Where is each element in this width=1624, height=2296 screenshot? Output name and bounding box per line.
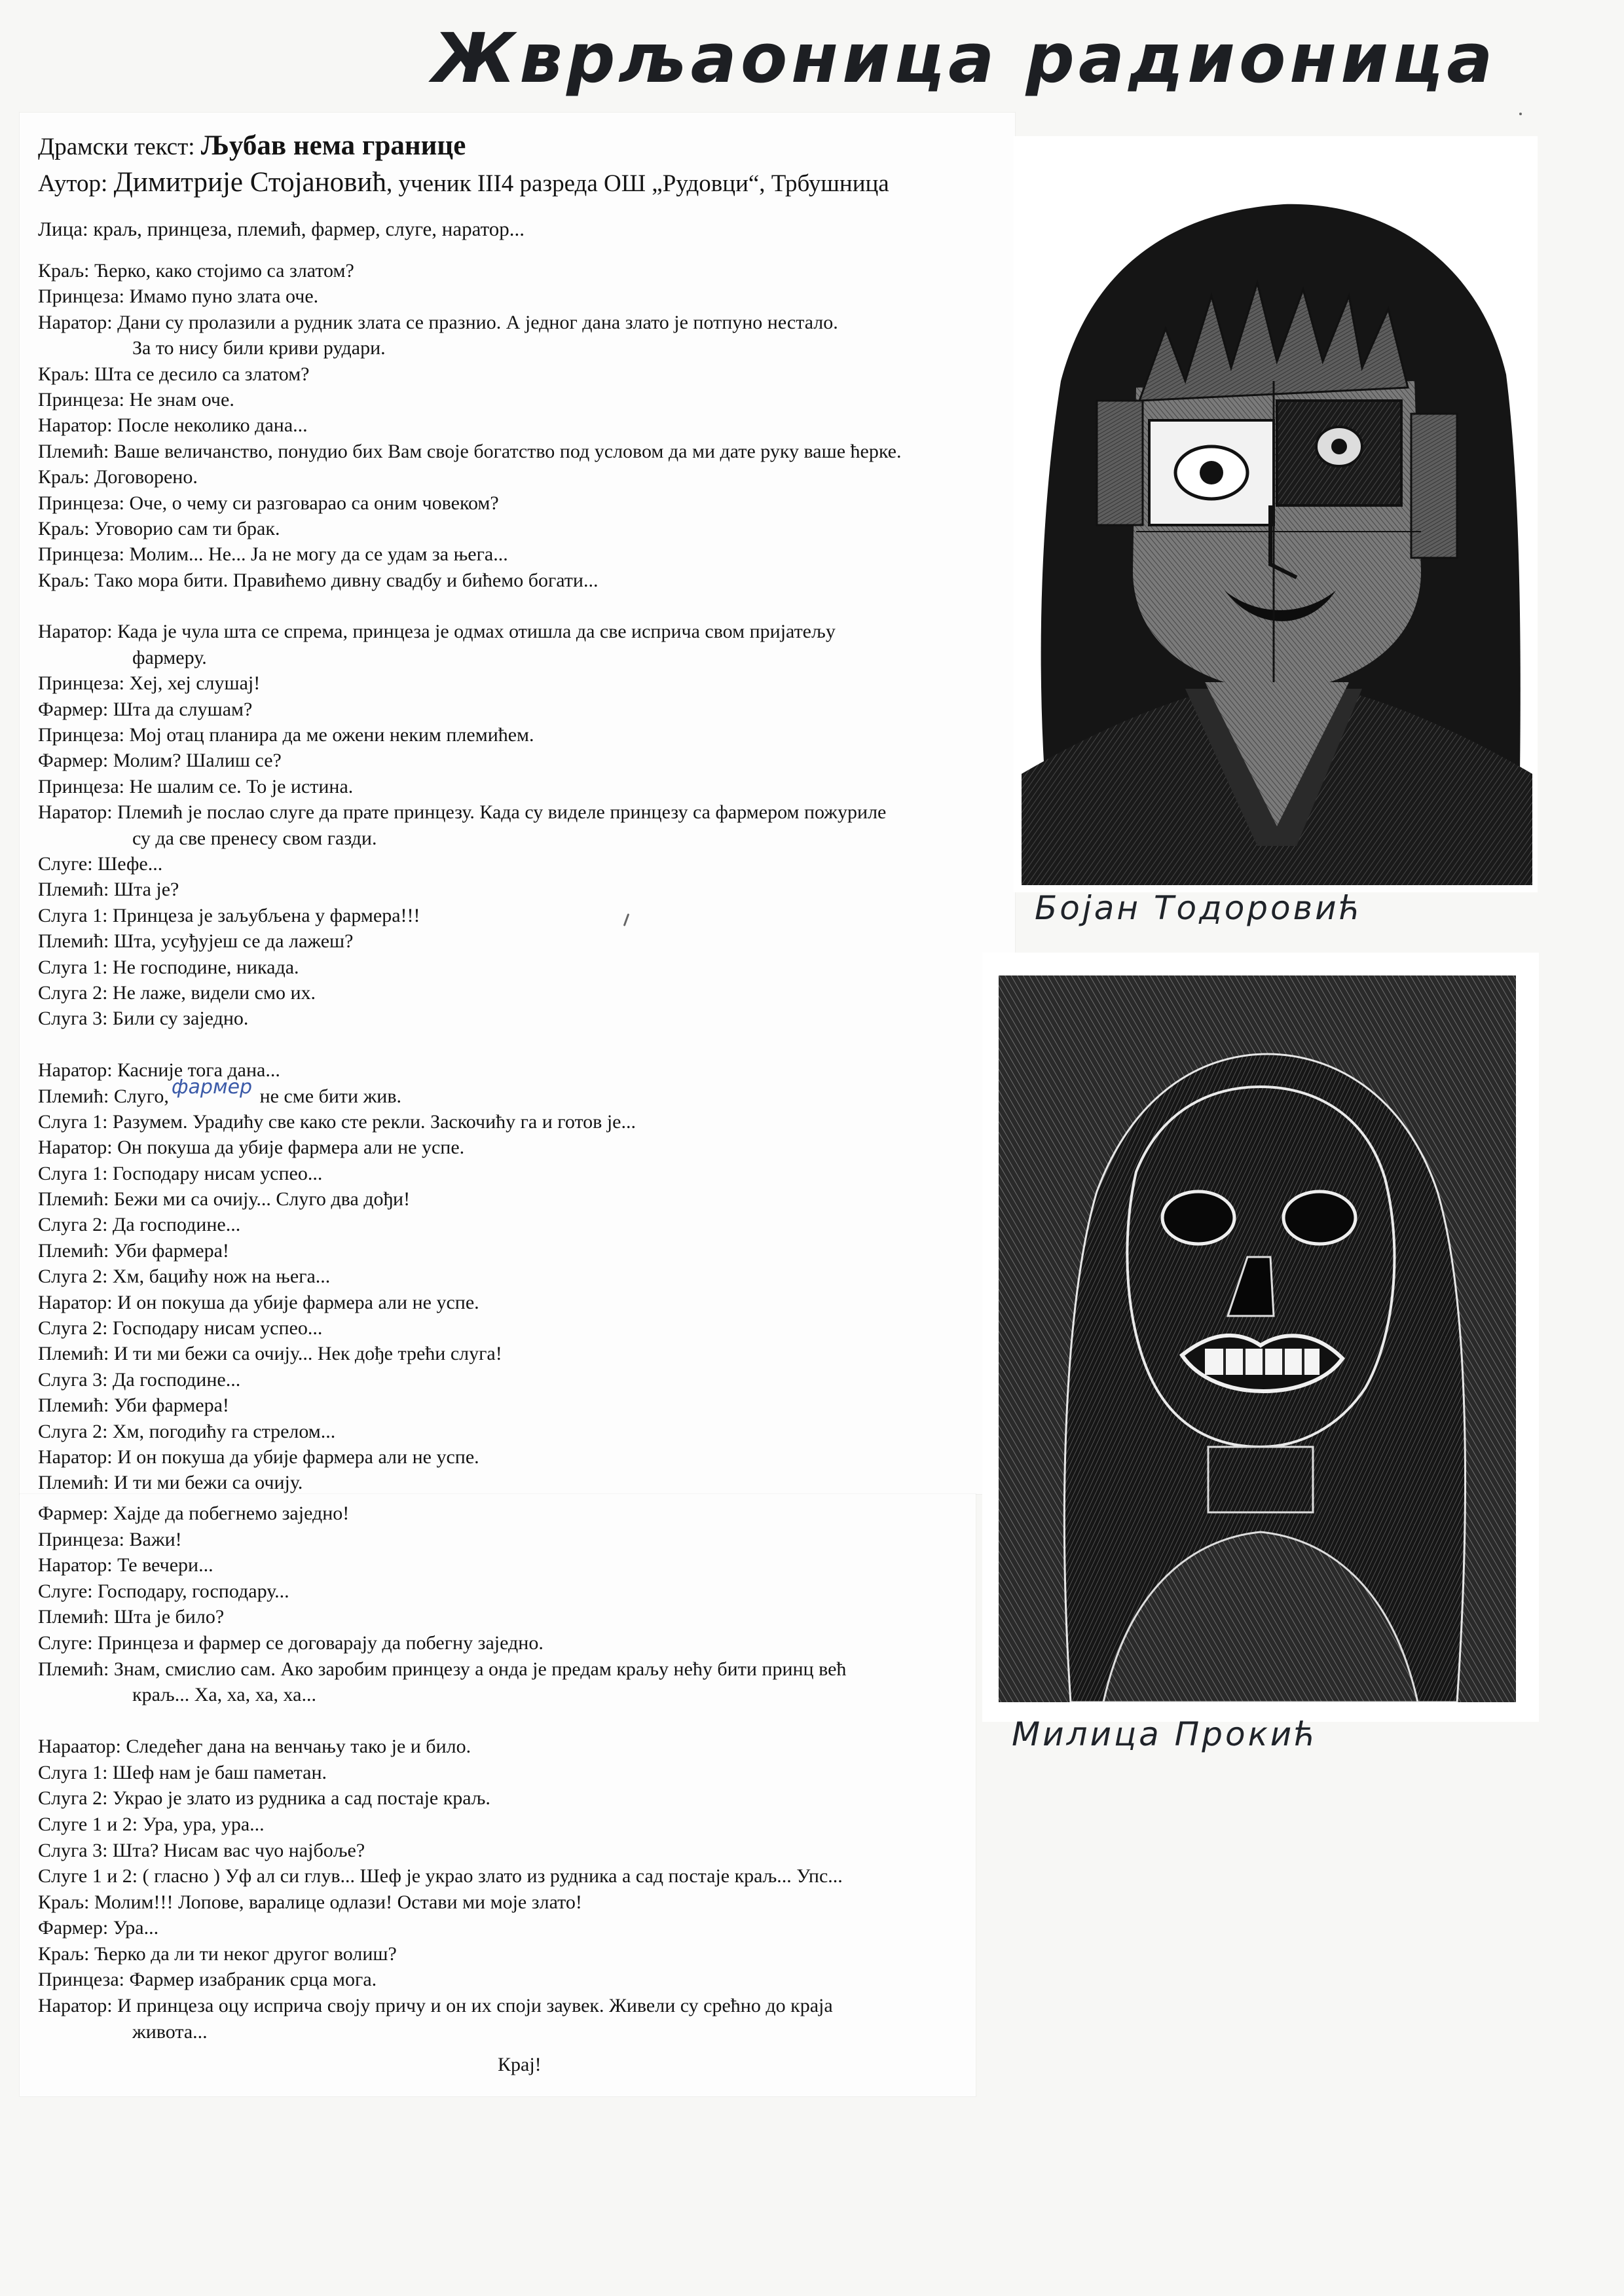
dialogue-line: Слуга 2: Господару нисам успео... — [38, 1317, 323, 1339]
drama-label: Драмски текст: — [38, 134, 195, 160]
dialogue-line: Племић: Уби фармера! — [38, 1239, 229, 1262]
dialogue-line: Краљ: Договорено. — [38, 466, 198, 488]
play-text-sheet — [20, 113, 1015, 1494]
dialogue-line — [38, 1032, 901, 1057]
dialogue-part-1 — [38, 258, 901, 1496]
dialogue-line: Наратор: И он покуша да убије фармера али не успе. — [38, 1291, 479, 1313]
dialogue-line: Слуга 3: Били су заједно. — [38, 1008, 249, 1030]
dialogue-line: Краљ: Шта се десило са златом? — [38, 363, 310, 385]
dialogue-line: Племић: Шта је? — [38, 879, 179, 901]
drama-title-line — [38, 130, 466, 162]
dialogue-line: Наратор: Он покуша да убије фармера али не успе. — [38, 1137, 465, 1159]
dialogue-line: Принцеза: Мој отац планира да ме ожени неким племићем. — [38, 724, 534, 746]
dialogue-line: Племић: Знам, смислио сам. Ако заробим принцезу а онда је предам краљу нећу бити принц већ — [38, 1658, 847, 1680]
dialogue-line: Слуга 1: Разумем. Урадићу све како сте рекли. Заскочићу га и готов је... — [38, 1110, 636, 1133]
dialogue-line: Наратор: И принцеза оцу исприча своју причу и он их споји заувек. Живели су срећно до краја — [38, 1995, 833, 2017]
dialogue-line: Принцеза: Фармер изабраник срца мога. — [38, 1969, 377, 1991]
dialogue-line: Племић: И ти ми бежи са очију. — [38, 1472, 303, 1494]
drama-title: Љубав нема границе — [200, 130, 466, 161]
dialogue-line: Принцеза: Важи! — [38, 1528, 182, 1550]
dialogue-line: Краљ: Ћерко, како стојимо са златом? — [38, 260, 354, 282]
dialogue-line: живота... — [132, 2020, 208, 2043]
ending-text: Крај! — [498, 2054, 542, 2075]
dialogue-line: Принцеза: Оче, о чему си разговарао са оним човеком? — [38, 492, 499, 514]
dialogue-line: Краљ: Тако мора бити. Правићемо дивну свадбу и бићемо богати... — [38, 569, 599, 591]
dialogue-line: Племић: Бежи ми са очију... Слуго два дођи! — [38, 1188, 411, 1211]
dialogue-line: Слуга 2: Да господине... — [38, 1214, 241, 1236]
dialogue-line: Краљ: Уговорио сам ти брак. — [38, 517, 280, 539]
artist-name-1: Бојан Тодоровић — [1035, 889, 1363, 927]
dialogue-line: Принцеза: Имамо пуно злата оче. — [38, 285, 319, 308]
author-name: Димитрије Стојановић — [113, 167, 386, 198]
dialogue-line: Племић: Ваше величанство, понудио бих Вам своје богатство под условом да ми дате руку ваше ћерке. — [38, 440, 902, 462]
author-info: , ученик III4 разреда ОШ „Рудовци“, Трбушница — [386, 170, 889, 197]
dialogue-line: Племић: Шта, усуђујеш се да лажеш? — [38, 930, 354, 953]
author-line — [38, 166, 889, 198]
dialogue-line: Наратор: Када је чула шта се спрема, принцеза је одмах отишла да све исприча свом пријатељу — [38, 621, 836, 643]
dialogue-line: Слуга 2: Не лаже, видели смо их. — [38, 981, 316, 1004]
dialogue-line: Наратор: Племић је послао слуге да прате принцезу. Када су виделе принцезу са фармером пожуриле — [38, 801, 887, 824]
dialogue-line — [38, 1075, 901, 1109]
dialogue-line: Наратор: Касније тога дана... — [38, 1059, 280, 1082]
dialogue-line: Слуге: Шефе... — [38, 852, 163, 875]
dialogue-text: Племић: Слуго, — [38, 1085, 169, 1107]
dialogue-line: Краљ: Молим!!! Лопове, варалице одлази! Остави ми моје злато! — [38, 1891, 582, 1913]
dialogue-line: Слуга 2: Украо је злато из рудника а сад постаје краљ. — [38, 1787, 490, 1810]
dialogue-line: За то нису били криви рудари. — [132, 337, 386, 359]
dialogue-line: Краљ: Ћерко да ли ти неког другог волиш? — [38, 1942, 397, 1965]
dialogue-line: Слуге 1 и 2: Ура, ура, ура... — [38, 1813, 265, 1835]
dialogue-line: Слуга 1: Шеф нам је баш паметан. — [38, 1761, 327, 1783]
scan-speck — [1519, 113, 1522, 115]
dialogue-line: Фармер: Шта да слушам? — [38, 698, 253, 720]
dialogue-line: Наратор: И он покуша да убије фармера али не успе. — [38, 1446, 479, 1468]
dialogue-line — [38, 593, 901, 619]
dialogue-line: Слуга 2: Хм, бацићу нож на њега... — [38, 1266, 331, 1288]
dialogue-line: Племић: Шта је било? — [38, 1606, 225, 1628]
dialogue-line: Фармер: Молим? Шалиш се? — [38, 750, 282, 772]
portrait-boy-drawing-icon — [1022, 165, 1532, 885]
author-label: Аутор: — [38, 170, 108, 197]
dialogue-line: Наратор: Те вечери... — [38, 1554, 213, 1576]
dialogue-line: Фармер: Ура... — [38, 1917, 159, 1939]
dialogue-line — [38, 1708, 846, 1734]
dialogue-line: Слуга 3: Да господине... — [38, 1368, 241, 1391]
play-text-sheet-continued — [20, 1494, 976, 2096]
dialogue-line: фармеру. — [132, 646, 207, 668]
dialogue-text: не сме бити жив. — [255, 1085, 402, 1107]
dialogue-line: Слуга 2: Хм, погодићу га стрелом... — [38, 1420, 336, 1442]
dialogue-line: Принцеза: Хеј, хеј слушај! — [38, 672, 261, 695]
dialogue-line: Слуге: Господару, господару... — [38, 1580, 289, 1602]
dialogue-line: Фармер: Хајде да побегнемо заједно! — [38, 1503, 350, 1524]
dialogue-line: Слуга 1: Принцеза је заљубљена у фармера!!! — [38, 904, 420, 926]
dialogue-line: Нараатор: Следећег дана на венчању тако је и било. — [38, 1736, 471, 1758]
characters-line: Лица: краљ, принцеза, племић, фармер, слуге, наратор... — [38, 217, 525, 240]
dialogue-line: Принцеза: Не знам оче. — [38, 388, 234, 410]
dialogue-line: Племић: Уби фармера! — [38, 1394, 229, 1417]
portrait-girl-drawing-icon — [999, 975, 1516, 1702]
dialogue-line: Слуге: Принцеза и фармер се договарају да побегну заједно. — [38, 1631, 544, 1654]
dialogue-line: Слуга 1: Не господине, никада. — [38, 956, 299, 978]
handwritten-note: фармер — [171, 1075, 253, 1099]
dialogue-line: Слуга 1: Господару нисам успео... — [38, 1162, 323, 1184]
dialogue-line: краљ... Ха, ха, ха, ха... — [132, 1684, 316, 1706]
dialogue-line: Слуге 1 и 2: ( гласно ) Уф ал си глув... Шеф је украо злато из рудника а сад постаје краљ... Упс... — [38, 1865, 843, 1887]
page-title: Жврљаоница радионица — [432, 18, 1497, 98]
dialogue-part-2 — [38, 1501, 846, 2045]
dialogue-line: Принцеза: Не шалим се. То је истина. — [38, 775, 354, 797]
dialogue-line: Слуга 3: Шта? Нисам вас чуо најбоље? — [38, 1839, 365, 1861]
dialogue-line: Наратор: После неколико дана... — [38, 414, 308, 437]
dialogue-line: Племић: И ти ми бежи са очију... Нек дође трећи слуга! — [38, 1343, 502, 1365]
artist-name-2: Милица Прокић — [1012, 1715, 1318, 1753]
dialogue-line: Наратор: Дани су пролазили а рудник злата се празнио. А једног дана злато је потпуно нестало. — [38, 311, 838, 333]
dialogue-line: су да све пренесу свом газди. — [132, 827, 377, 849]
dialogue-line: Принцеза: Молим... Не... Ја не могу да се удам за њега... — [38, 543, 508, 566]
